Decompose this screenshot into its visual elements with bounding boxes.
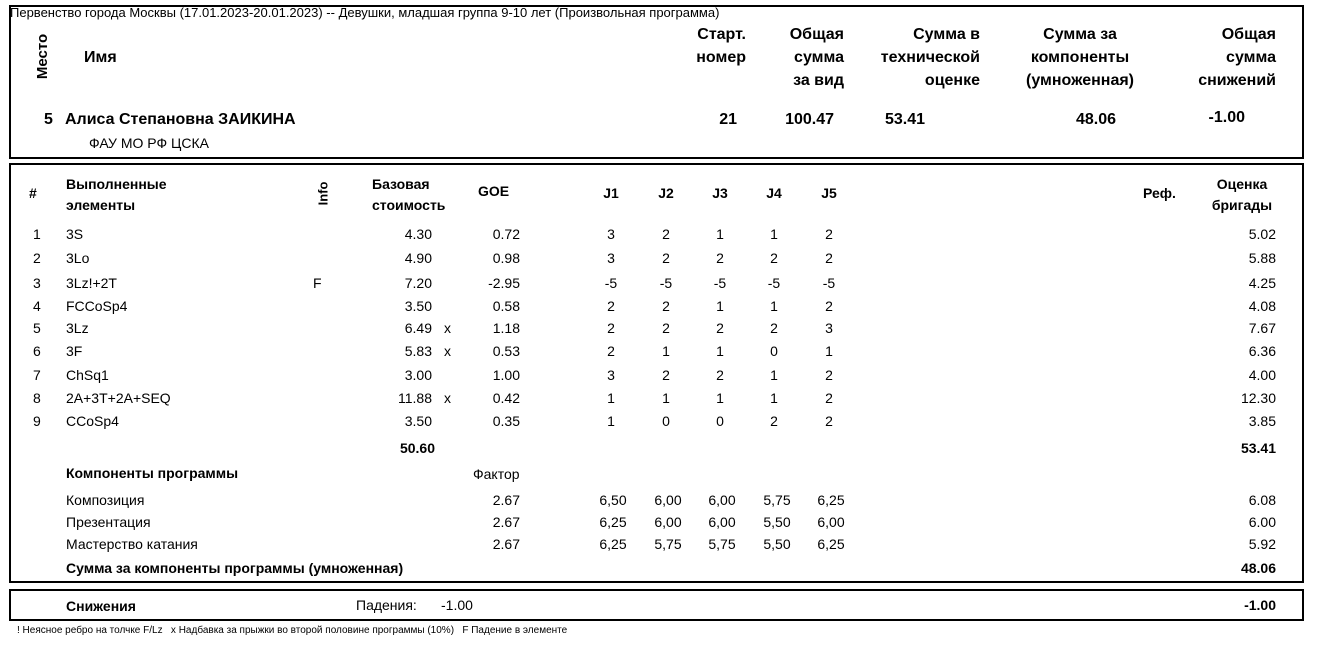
element-goe: 1.18 bbox=[492, 320, 520, 336]
element-goe: 0.72 bbox=[492, 226, 520, 242]
component-name: Презентация bbox=[66, 514, 151, 530]
judge-2-mark: 6,00 bbox=[654, 514, 682, 530]
element-code: 3S bbox=[66, 226, 84, 242]
judge-1-mark: 6,25 bbox=[599, 536, 627, 552]
element-code: 3F bbox=[66, 343, 83, 359]
goe-header: GOE bbox=[478, 183, 510, 199]
element-base-value: 4.90 bbox=[404, 250, 432, 266]
element-code: ChSq1 bbox=[66, 367, 109, 383]
component-name: Композиция bbox=[66, 492, 145, 508]
tes-value: 53.41 bbox=[884, 111, 925, 128]
element-panel-score: 3.85 bbox=[1248, 413, 1276, 429]
judge-2-mark: 2 bbox=[662, 250, 670, 266]
element-number: 1 bbox=[33, 226, 41, 242]
judge-3-mark: 6,00 bbox=[708, 492, 736, 508]
footnote-legend: ! Неясное ребро на толчке F/Lz x Надбавка за прыжки во второй половине программы (10%) F Падение в элементе bbox=[17, 625, 568, 636]
element-base-value: 11.88 bbox=[398, 390, 432, 406]
element-base-value: 7.20 bbox=[404, 275, 432, 291]
element-number: 7 bbox=[33, 367, 41, 383]
element-goe: 1.00 bbox=[492, 367, 520, 383]
pcs-value: 48.06 bbox=[1075, 111, 1116, 128]
judge-5-header: J5 bbox=[821, 185, 837, 201]
element-code: 2A+3T+2A+SEQ bbox=[66, 390, 171, 406]
components-total-label: Сумма за компоненты программы (умноженная) bbox=[66, 560, 404, 576]
event-title: Первенство города Москвы (17.01.2023-20.01.2023) -- Девушки, младшая группа 9-10 лет (Произвольная программа) bbox=[10, 5, 720, 20]
judge-3-header: J3 bbox=[712, 185, 728, 201]
judge-4-mark: 0 bbox=[770, 343, 778, 359]
judge-2-mark: 1 bbox=[662, 343, 670, 359]
num-header: # bbox=[29, 185, 37, 201]
judge-4-mark: 5,50 bbox=[763, 536, 791, 552]
element-number: 2 bbox=[33, 250, 41, 266]
second-half-bonus-mark: x bbox=[444, 320, 451, 336]
skater-name: Алиса Степановна ЗАИКИНА bbox=[65, 111, 296, 128]
judge-3-mark: 1 bbox=[716, 226, 724, 242]
element-number: 5 bbox=[33, 320, 41, 336]
element-goe: 0.53 bbox=[492, 343, 520, 359]
judge-5-mark: 3 bbox=[825, 320, 833, 336]
component-factor: 2.67 bbox=[492, 536, 520, 552]
total-score-value: 100.47 bbox=[785, 111, 834, 128]
judge-3-mark: 5,75 bbox=[708, 536, 736, 552]
components-title: Компоненты программы bbox=[66, 465, 239, 481]
component-score: 6.08 bbox=[1248, 492, 1276, 508]
element-panel-score: 6.36 bbox=[1248, 343, 1276, 359]
pcs-header: Сумма за компоненты (умноженная) bbox=[1026, 26, 1134, 89]
element-base-value: 3.00 bbox=[404, 367, 432, 383]
referee-header: Реф. bbox=[1143, 185, 1176, 201]
judge-5-mark: 1 bbox=[825, 343, 833, 359]
start-number-header: Старт. номер bbox=[696, 26, 746, 66]
element-base-value: 6.49 bbox=[404, 320, 432, 336]
element-panel-score: 7.67 bbox=[1248, 320, 1276, 336]
deductions-value: -1.00 bbox=[1208, 109, 1245, 126]
judge-2-mark: -5 bbox=[659, 275, 673, 291]
judge-4-mark: 1 bbox=[770, 390, 778, 406]
judge-2-header: J2 bbox=[658, 185, 674, 201]
judge-2-mark: 5,75 bbox=[654, 536, 682, 552]
judge-3-mark: 2 bbox=[716, 367, 724, 383]
element-goe: -2.95 bbox=[488, 275, 520, 291]
judge-5-mark: 6,00 bbox=[817, 514, 845, 530]
judge-2-mark: 2 bbox=[662, 367, 670, 383]
element-panel-score: 4.25 bbox=[1248, 275, 1276, 291]
second-half-bonus-mark: x bbox=[444, 343, 451, 359]
element-panel-score: 4.00 bbox=[1248, 367, 1276, 383]
judge-1-mark: 3 bbox=[607, 250, 615, 266]
element-number: 6 bbox=[33, 343, 41, 359]
judge-4-mark: 5,50 bbox=[763, 514, 791, 530]
judge-5-mark: 6,25 bbox=[817, 492, 845, 508]
info-header: Info bbox=[315, 181, 331, 206]
judge-2-mark: 2 bbox=[662, 226, 670, 242]
judge-2-mark: 6,00 bbox=[654, 492, 682, 508]
component-score: 6.00 bbox=[1248, 514, 1276, 530]
element-goe: 0.98 bbox=[492, 250, 520, 266]
element-code: 3Lz bbox=[66, 320, 89, 336]
elements-score-total: 53.41 bbox=[1240, 440, 1276, 456]
judge-1-mark: 3 bbox=[607, 226, 615, 242]
judge-3-mark: 1 bbox=[716, 298, 724, 314]
falls-value: -1.00 bbox=[441, 597, 473, 613]
judge-4-mark: 1 bbox=[770, 298, 778, 314]
judge-3-mark: 2 bbox=[716, 320, 724, 336]
judge-4-mark: 1 bbox=[770, 367, 778, 383]
element-panel-score: 12.30 bbox=[1240, 390, 1276, 406]
element-base-value: 3.50 bbox=[404, 413, 432, 429]
judge-2-mark: 2 bbox=[662, 320, 670, 336]
skater-club: ФАУ МО РФ ЦСКА bbox=[89, 135, 209, 151]
component-factor: 2.67 bbox=[492, 514, 520, 530]
judge-3-mark: 1 bbox=[716, 390, 724, 406]
component-name: Мастерство катания bbox=[66, 536, 198, 552]
judge-1-mark: 2 bbox=[607, 320, 615, 336]
judge-1-mark: 6,25 bbox=[599, 514, 627, 530]
base-value-total: 50.60 bbox=[399, 440, 435, 456]
element-panel-score: 5.02 bbox=[1248, 226, 1276, 242]
element-goe: 0.42 bbox=[492, 390, 520, 406]
judge-3-mark: 1 bbox=[716, 343, 724, 359]
element-goe: 0.35 bbox=[492, 413, 520, 429]
components-total-value: 48.06 bbox=[1240, 560, 1276, 576]
judge-1-mark: -5 bbox=[604, 275, 618, 291]
judge-3-mark: 0 bbox=[716, 413, 724, 429]
start-number-value: 21 bbox=[719, 111, 737, 128]
judge-5-mark: 6,25 bbox=[817, 536, 845, 552]
judge-2-mark: 2 bbox=[662, 298, 670, 314]
judge-4-mark: 2 bbox=[770, 250, 778, 266]
element-panel-score: 5.88 bbox=[1248, 250, 1276, 266]
element-info: F bbox=[313, 275, 322, 291]
place-value: 5 bbox=[44, 111, 53, 128]
place-header: Место bbox=[34, 33, 51, 80]
judge-3-mark: -5 bbox=[713, 275, 727, 291]
deductions-header: Общая сумма снижений bbox=[1198, 26, 1276, 89]
component-score: 5.92 bbox=[1248, 536, 1276, 552]
judge-4-mark: -5 bbox=[767, 275, 781, 291]
deductions-box bbox=[9, 589, 1304, 621]
judge-5-mark: 2 bbox=[825, 413, 833, 429]
judge-1-mark: 2 bbox=[607, 298, 615, 314]
judge-5-mark: 2 bbox=[825, 390, 833, 406]
factor-header: Фактор bbox=[473, 466, 520, 482]
element-base-value: 3.50 bbox=[404, 298, 432, 314]
judge-5-mark: 2 bbox=[825, 226, 833, 242]
element-code: FCCoSp4 bbox=[66, 298, 128, 314]
judge-5-mark: -5 bbox=[822, 275, 836, 291]
element-number: 4 bbox=[33, 298, 41, 314]
element-code: CCoSp4 bbox=[66, 413, 119, 429]
judge-5-mark: 2 bbox=[825, 298, 833, 314]
tes-header: Сумма в технической оценке bbox=[880, 26, 980, 89]
base-value-header: Базовая стоимость bbox=[372, 176, 446, 213]
judge-1-mark: 1 bbox=[607, 413, 615, 429]
judge-1-mark: 6,50 bbox=[599, 492, 627, 508]
judge-4-mark: 2 bbox=[770, 320, 778, 336]
second-half-bonus-mark: x bbox=[444, 390, 451, 406]
deductions-total: -1.00 bbox=[1244, 597, 1276, 613]
element-code: 3Lo bbox=[66, 250, 90, 266]
element-number: 3 bbox=[33, 275, 41, 291]
element-header: Выполненные элементы bbox=[66, 176, 167, 213]
judge-1-header: J1 bbox=[603, 185, 619, 201]
element-number: 8 bbox=[33, 390, 41, 406]
judge-5-mark: 2 bbox=[825, 250, 833, 266]
judge-2-mark: 0 bbox=[662, 413, 670, 429]
panel-score-header: Оценка бригады bbox=[1211, 176, 1273, 213]
component-factor: 2.67 bbox=[492, 492, 520, 508]
judge-4-mark: 2 bbox=[770, 413, 778, 429]
element-code: 3Lz!+2T bbox=[66, 275, 117, 291]
element-base-value: 5.83 bbox=[404, 343, 432, 359]
judge-4-header: J4 bbox=[766, 185, 782, 201]
judge-1-mark: 2 bbox=[607, 343, 615, 359]
falls-label: Падения: bbox=[356, 597, 417, 613]
element-number: 9 bbox=[33, 413, 41, 429]
deductions-title: Снижения bbox=[66, 598, 136, 614]
judge-3-mark: 6,00 bbox=[708, 514, 736, 530]
judge-1-mark: 1 bbox=[607, 390, 615, 406]
total-score-header: Общая сумма за вид bbox=[789, 26, 844, 89]
judge-2-mark: 1 bbox=[662, 390, 670, 406]
element-goe: 0.58 bbox=[492, 298, 520, 314]
element-panel-score: 4.08 bbox=[1248, 298, 1276, 314]
element-base-value: 4.30 bbox=[404, 226, 432, 242]
judge-1-mark: 3 bbox=[607, 367, 615, 383]
name-header: Имя bbox=[84, 49, 117, 66]
judge-5-mark: 2 bbox=[825, 367, 833, 383]
judge-3-mark: 2 bbox=[716, 250, 724, 266]
judge-4-mark: 5,75 bbox=[763, 492, 791, 508]
judge-4-mark: 1 bbox=[770, 226, 778, 242]
